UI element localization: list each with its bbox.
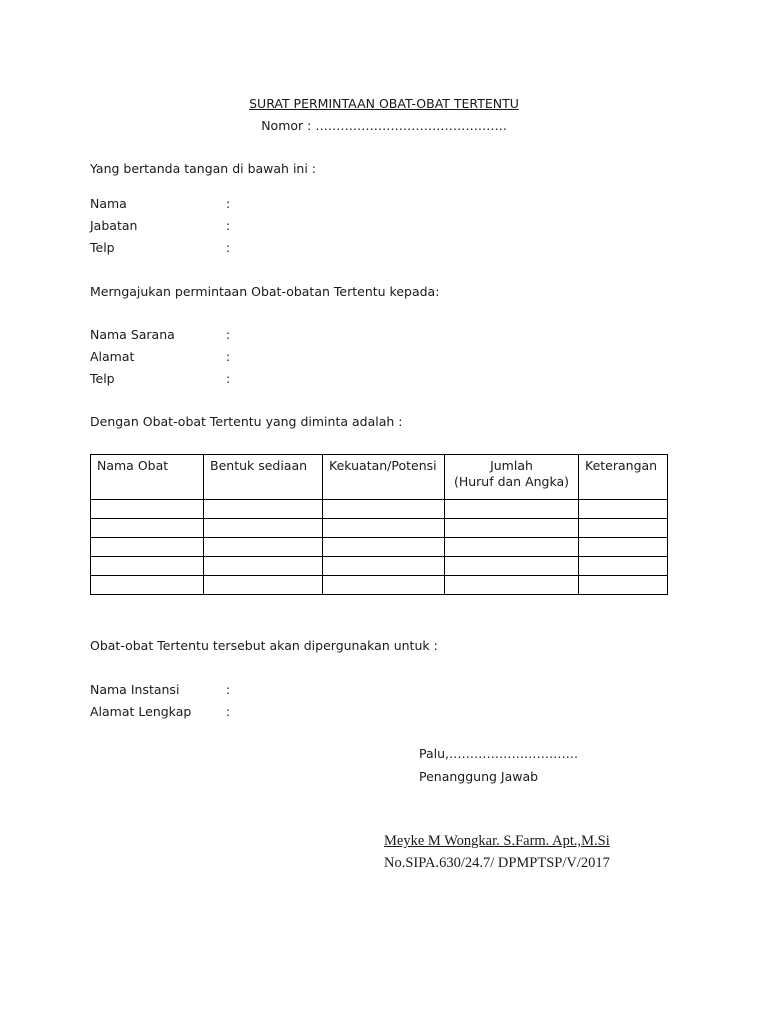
table-cell[interactable] xyxy=(579,500,668,519)
table-cell[interactable] xyxy=(579,557,668,576)
table-cell[interactable] xyxy=(323,519,445,538)
document-title: SURAT PERMINTAAN OBAT-OBAT TERTENTU xyxy=(249,96,519,111)
column-header-label: Bentuk sediaan xyxy=(210,458,308,473)
field-label: Alamat Lengkap xyxy=(90,704,192,719)
table-cell[interactable] xyxy=(445,538,579,557)
table-row xyxy=(91,538,668,557)
field-separator: : xyxy=(226,349,231,364)
table-cell[interactable] xyxy=(323,557,445,576)
table-row xyxy=(91,500,668,519)
field-separator: : xyxy=(226,327,231,342)
table-cell[interactable] xyxy=(445,576,579,595)
table-cell[interactable] xyxy=(323,500,445,519)
table-cell[interactable] xyxy=(204,538,323,557)
usage-text: Obat-obat Tertentu tersebut akan dipergunakan untuk : xyxy=(90,638,438,653)
request-text: Merngajukan permintaan Obat-obatan Tertentu kepada: xyxy=(90,284,440,299)
field-label: Telp xyxy=(90,371,115,386)
table-cell[interactable] xyxy=(579,576,668,595)
field-separator: : xyxy=(226,240,231,255)
table-cell[interactable] xyxy=(579,538,668,557)
table-cell[interactable] xyxy=(204,500,323,519)
column-header-label: Keterangan xyxy=(585,458,658,473)
column-header-label: Jumlah xyxy=(490,458,533,473)
table-cell[interactable] xyxy=(323,576,445,595)
document-number: Nomor : ………………………………………. xyxy=(261,118,507,133)
column-header xyxy=(579,455,668,500)
field-label: Jabatan xyxy=(90,218,138,233)
table-cell[interactable] xyxy=(445,519,579,538)
field-separator: : xyxy=(226,682,231,697)
table-row xyxy=(91,576,668,595)
license-number: No.SIPA.630/24.7/ DPMPTSP/V/2017 xyxy=(384,855,610,871)
signer-role: Penanggung Jawab xyxy=(419,769,539,784)
table-cell[interactable] xyxy=(204,576,323,595)
signer-name: Meyke M Wongkar. S.Farm. Apt.,M.Si xyxy=(384,833,610,849)
column-header-label: Nama Obat xyxy=(97,458,169,473)
table-cell[interactable] xyxy=(445,557,579,576)
field-separator: : xyxy=(226,704,231,719)
column-header-label: Kekuatan/Potensi xyxy=(329,458,437,473)
table-cell[interactable] xyxy=(91,557,204,576)
table-cell[interactable] xyxy=(91,500,204,519)
table-cell[interactable] xyxy=(91,519,204,538)
intro-text: Yang bertanda tangan di bawah ini : xyxy=(90,161,317,176)
column-header xyxy=(445,455,579,500)
table-row xyxy=(91,557,668,576)
table-cell[interactable] xyxy=(91,538,204,557)
table-cell[interactable] xyxy=(579,519,668,538)
column-header-sublabel: (Huruf dan Angka) xyxy=(453,474,570,489)
table-header-row xyxy=(91,455,668,500)
drug-request-table xyxy=(90,454,668,595)
table-cell[interactable] xyxy=(204,519,323,538)
table-cell[interactable] xyxy=(204,557,323,576)
place-date: Palu,…………………………. xyxy=(419,746,578,761)
field-separator: : xyxy=(226,196,231,211)
column-header xyxy=(204,455,323,500)
column-header xyxy=(323,455,445,500)
table-intro: Dengan Obat-obat Tertentu yang diminta adalah : xyxy=(90,414,403,429)
table-cell[interactable] xyxy=(445,500,579,519)
field-separator: : xyxy=(226,218,231,233)
field-separator: : xyxy=(226,371,231,386)
field-label: Telp xyxy=(90,240,115,255)
field-label: Alamat xyxy=(90,349,135,364)
table-cell[interactable] xyxy=(91,576,204,595)
column-header xyxy=(91,455,204,500)
table-cell[interactable] xyxy=(323,538,445,557)
field-label: Nama Instansi xyxy=(90,682,180,697)
field-label: Nama xyxy=(90,196,127,211)
field-label: Nama Sarana xyxy=(90,327,175,342)
table-row xyxy=(91,519,668,538)
